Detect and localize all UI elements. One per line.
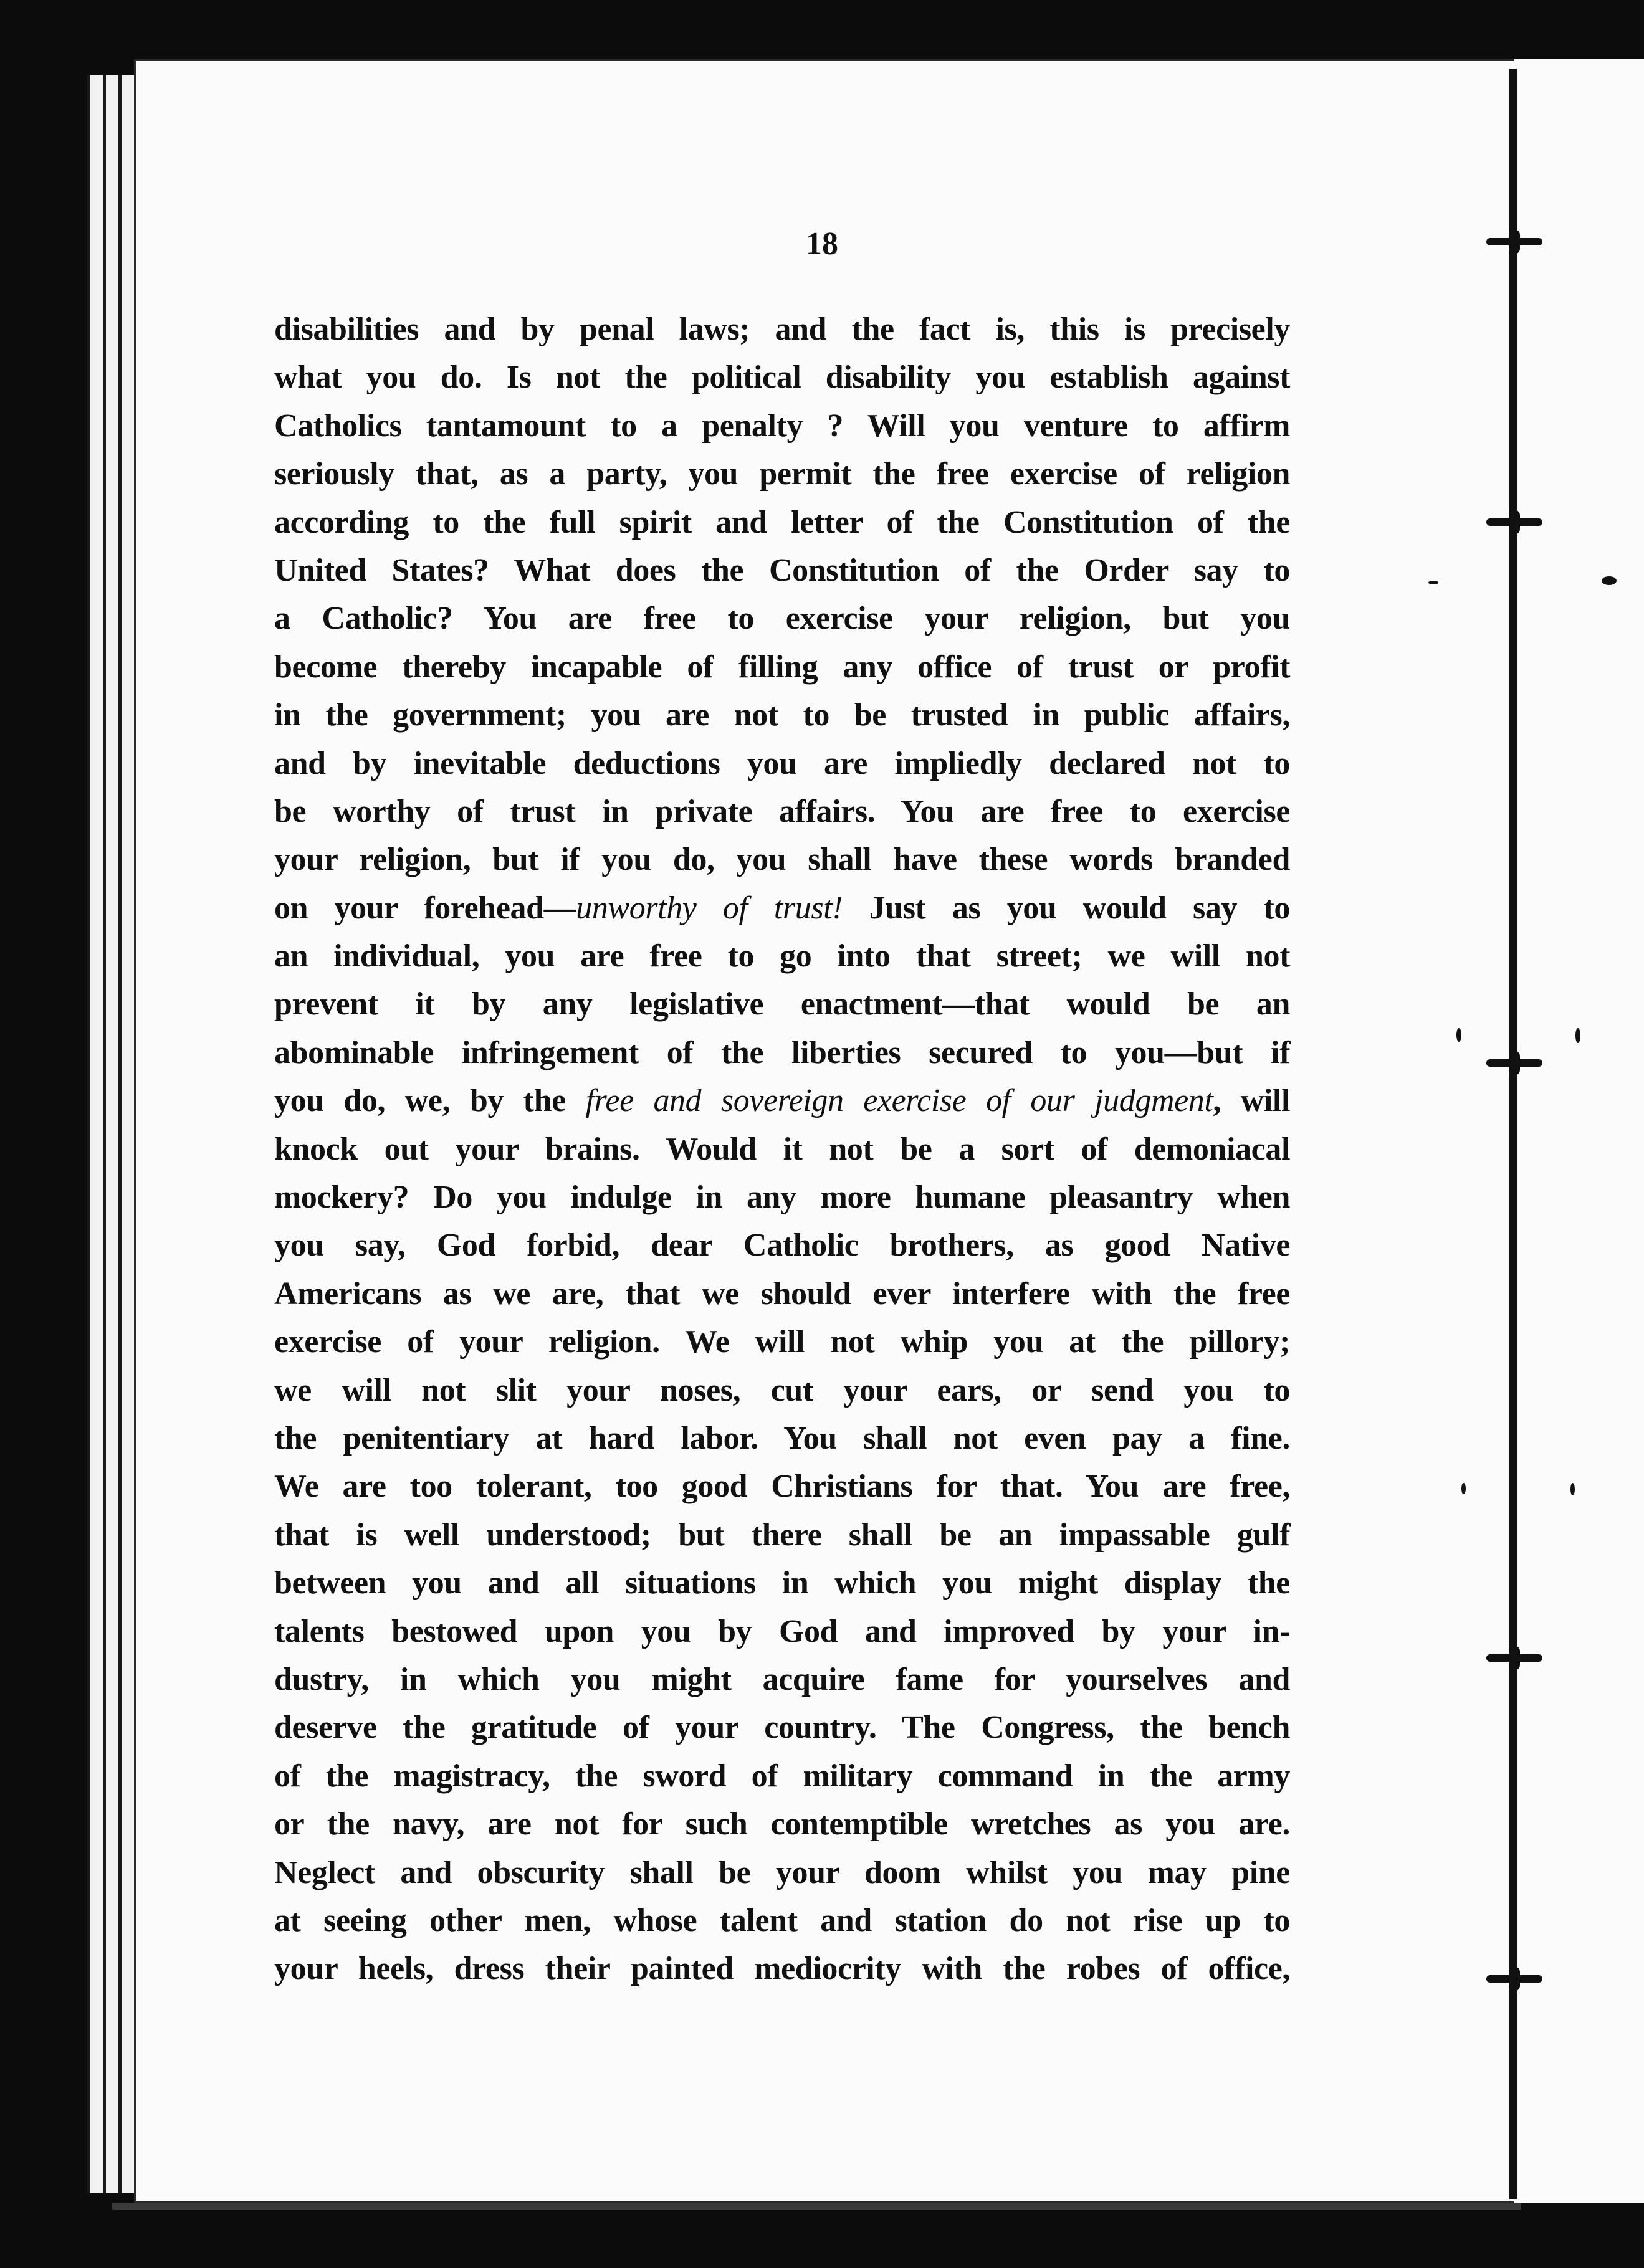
text-line: of the magistracy, the sword of military command in the army	[274, 1758, 1290, 1794]
text-line: We are too tolerant, too good Christians for that. You are free,	[274, 1469, 1290, 1505]
text-line: your heels, dress their painted mediocrity with the robes of office,	[274, 1951, 1290, 1987]
text-line: disabilities and by penal laws; and the fact is, this is precisely	[274, 312, 1290, 347]
text-line: mockery? Do you indulge in any more humane pleasantry when	[274, 1179, 1290, 1216]
text-line: at seeing other men, whose talent and station do not rise up to	[274, 1902, 1290, 1938]
binding-stitch	[1486, 1059, 1542, 1067]
text-line: seriously that, as a party, you permit the free exercise of religion	[274, 456, 1290, 492]
text-line: Catholics tantamount to a penalty ? Will you venture to affirm	[274, 407, 1290, 444]
binding-stitch	[1486, 518, 1542, 526]
text-line: you say, God forbid, dear Catholic brothers, as good Native	[274, 1227, 1290, 1264]
text-line: talents bestowed upon you by God and improved by your in-	[274, 1613, 1290, 1649]
text-run: on your forehead—	[274, 890, 576, 926]
text-line: or the navy, are not for such contemptible wretches as you are.	[274, 1806, 1290, 1842]
ink-speck	[1456, 1028, 1461, 1042]
text-line: we will not slit your noses, cut your ears, or send you to	[274, 1372, 1290, 1408]
text-run: Just as you would say to	[843, 890, 1290, 926]
ink-speck	[1570, 1483, 1575, 1495]
text-line: Neglect and obscurity shall be your doom whilst you may pine	[274, 1854, 1290, 1890]
binding-line	[1509, 69, 1517, 2199]
text-line: an individual, you are free to go into that street; we will not	[274, 938, 1290, 974]
text-line: abominable infringement of the liberties secured to you—but if	[274, 1034, 1290, 1070]
text-line: in the government; you are not to be trusted in public affairs,	[274, 697, 1290, 733]
text-line: deserve the gratitude of your country. The Congress, the bench	[274, 1710, 1290, 1746]
text-line	[274, 884, 1290, 932]
text-line: prevent it by any legislative enactment—that would be an	[274, 986, 1290, 1022]
text-line: what you do. Is not the political disability you establish against	[274, 360, 1290, 396]
italic-phrase: unworthy of trust!	[576, 890, 843, 926]
text-line: between you and all situations in which you might display the	[274, 1565, 1290, 1601]
ink-speck	[1428, 581, 1438, 584]
ink-speck	[1602, 576, 1617, 585]
text-line: the penitentiary at hard labor. You shall not even pay a fine.	[274, 1420, 1290, 1456]
binding-strip	[1514, 59, 1644, 2203]
text-line: according to the full spirit and letter of the Constitution of the	[274, 504, 1290, 540]
text-line: knock out your brains. Would it not be a sort of demoniacal	[274, 1131, 1290, 1167]
text-line: your religion, but if you do, you shall have these words branded	[274, 842, 1290, 878]
binding-stitch	[1486, 1975, 1542, 1983]
ink-speck	[1461, 1483, 1466, 1494]
text-line: dustry, in which you might acquire fame for yourselves and	[274, 1661, 1290, 1697]
ink-speck	[1575, 1028, 1580, 1043]
page-number: 18	[806, 226, 838, 262]
text-line	[274, 1077, 1290, 1125]
text-run: you do, we, by the	[274, 1083, 586, 1119]
text-line: and by inevitable deductions you are impliedly declared not to	[274, 745, 1290, 781]
page-bottom-edge	[112, 2203, 1521, 2210]
text-line: be worthy of trust in private affairs. You are free to exercise	[274, 793, 1290, 829]
text-line: that is well understood; but there shall be an impassable gulf	[274, 1517, 1290, 1553]
text-line: a Catholic? You are free to exercise your religion, but you	[274, 601, 1290, 637]
text-line: United States? What does the Constitution of the Order say to	[274, 552, 1290, 588]
text-line: become thereby incapable of filling any office of trust or profit	[274, 649, 1290, 685]
text-line: exercise of your religion. We will not whip you at the pillory;	[274, 1324, 1290, 1360]
text-line: Americans as we are, that we should ever interfere with the free	[274, 1275, 1290, 1312]
binding-stitch	[1486, 1654, 1542, 1662]
italic-phrase: free and sovereign exercise of our judgment	[585, 1083, 1213, 1119]
body-text	[274, 305, 1290, 1993]
text-run: , will	[1213, 1083, 1291, 1119]
